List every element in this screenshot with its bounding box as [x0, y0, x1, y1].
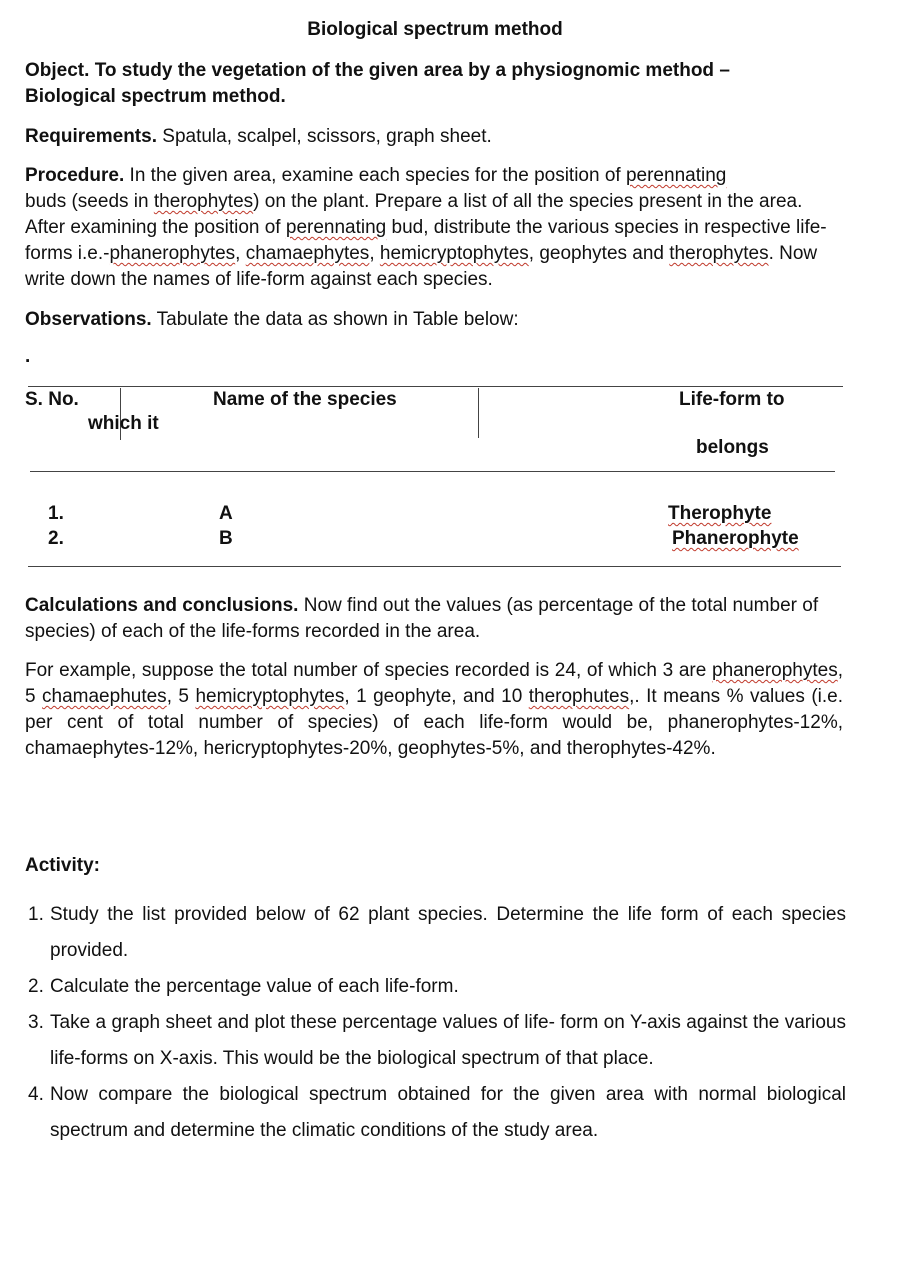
observations — [25, 309, 519, 331]
activity-label: Activity: — [25, 855, 100, 876]
requirements — [25, 126, 492, 148]
procedure-text: ) on the plant. Prepare a list of all the species present in the area. After examining the position of — [25, 191, 803, 238]
procedure-text: , geophytes and — [528, 243, 664, 264]
table-top-rule — [28, 386, 843, 387]
requirements-label: Requirements. — [25, 126, 157, 147]
example-text: , 1 geophyte, and 10 — [344, 686, 523, 707]
page-title: Biological spectrum method — [307, 19, 563, 40]
row-2-name: B — [219, 528, 233, 549]
table-col-divider-2 — [478, 388, 479, 438]
object-text-1: To study the vegetation of the given area by a physiognomic method – — [94, 60, 730, 81]
example-text: ,. It means % values (i.e. per cent of total number of species) of each life-form would be, phanerophytes-12%, chamaephytes-12%, hericryptophytes-20%, geophytes-5%, and therophytes-42%. — [25, 686, 843, 759]
example-text: For example, suppose the total number of species recorded is 24, of which 3 are — [25, 660, 707, 681]
calculations-paragraph — [25, 593, 845, 645]
activity-item-1 — [28, 897, 846, 969]
activity-item-4 — [28, 1077, 846, 1149]
activity-item-number: 4. — [28, 1084, 44, 1105]
activity-item-number: 2. — [28, 976, 44, 997]
activity-item-text: Take a graph sheet and plot these percentage values of life- form on Y-axis against the various life-forms on X-axis. This would be the biological spectrum of that place. — [50, 1012, 846, 1069]
procedure-text: , — [369, 243, 375, 264]
example-paragraph — [25, 658, 843, 762]
row-1-life — [668, 503, 771, 525]
requirements-text: Spatula, scalpel, scissors, graph sheet. — [162, 126, 492, 147]
activity-list — [28, 897, 846, 1149]
stray-dot: . — [25, 346, 31, 367]
observations-label: Observations. — [25, 309, 152, 330]
object-line-2: Biological spectrum method. — [25, 86, 286, 107]
calculations-label: Calculations and conclusions. — [25, 595, 299, 616]
activity-item-3 — [28, 1005, 846, 1077]
activity-item-number: 1. — [28, 904, 44, 925]
row-2-no: 2. — [48, 528, 64, 549]
procedure-text: , — [235, 243, 241, 264]
row-1-life-text: Therophyte — [668, 503, 772, 524]
activity-item-text: Now compare the biological spectrum obtained for the given area with normal biological spectrum and determine the climatic conditions of the study area. — [50, 1084, 846, 1141]
spell-flag-word: chamaephytes — [245, 243, 370, 264]
row-1-name: A — [219, 503, 233, 524]
activity-item-number: 3. — [28, 1012, 44, 1033]
spell-flag-word: perennating — [285, 217, 387, 238]
activity-item-2 — [28, 969, 846, 1005]
spell-flag-word: chamaephutes — [42, 686, 167, 707]
procedure-text: In the given area, examine each species for the position of — [129, 165, 621, 186]
object-line-1 — [25, 60, 730, 82]
header-name: Name of the species — [213, 389, 397, 410]
spell-flag-word: perennating — [625, 165, 727, 186]
row-1-no: 1. — [48, 503, 64, 524]
activity-item-text: Study the list provided below of 62 plant species. Determine the life form of each species provided. — [50, 904, 846, 961]
table-bottom-rule — [28, 566, 841, 567]
header-life-form: Life-form to — [679, 389, 785, 410]
procedure-label: Procedure. — [25, 165, 125, 186]
spell-flag-word: therophytes — [669, 243, 769, 264]
object-label: Object. — [25, 60, 90, 81]
spell-flag-word: phanerophytes — [109, 243, 236, 264]
observations-text: Tabulate the data as shown in Table below: — [156, 309, 519, 330]
table-header-rule — [30, 471, 835, 472]
calculations-text: Now find out the values (as percentage of the total number of species) of each of the life-forms recorded in the area. — [25, 595, 819, 642]
spell-flag-word: hemicryptophytes — [195, 686, 345, 707]
example-text: , 5 — [25, 660, 844, 707]
spell-flag-word: therophutes — [528, 686, 630, 707]
spell-flag-word: phanerophytes — [712, 660, 838, 681]
row-2-life-text: Phanerophyte — [672, 528, 799, 549]
spell-flag-word: therophytes — [153, 191, 254, 212]
procedure-text: buds (seeds in — [25, 191, 149, 212]
procedure-paragraph — [25, 163, 845, 293]
procedure-text: . Now write down the names of life-form against each species. — [25, 243, 818, 290]
header-sno: S. No. — [25, 389, 79, 410]
example-text: , 5 — [166, 686, 189, 707]
header-belongs: belongs — [696, 437, 769, 458]
spell-flag-word: hemicryptophytes — [379, 243, 529, 264]
header-which: which it — [88, 413, 159, 434]
procedure-text: bud, distribute the various species in respective life-forms i.e.- — [25, 217, 827, 264]
activity-item-text: Calculate the percentage value of each life-form. — [50, 976, 459, 997]
row-2-life — [672, 528, 799, 550]
